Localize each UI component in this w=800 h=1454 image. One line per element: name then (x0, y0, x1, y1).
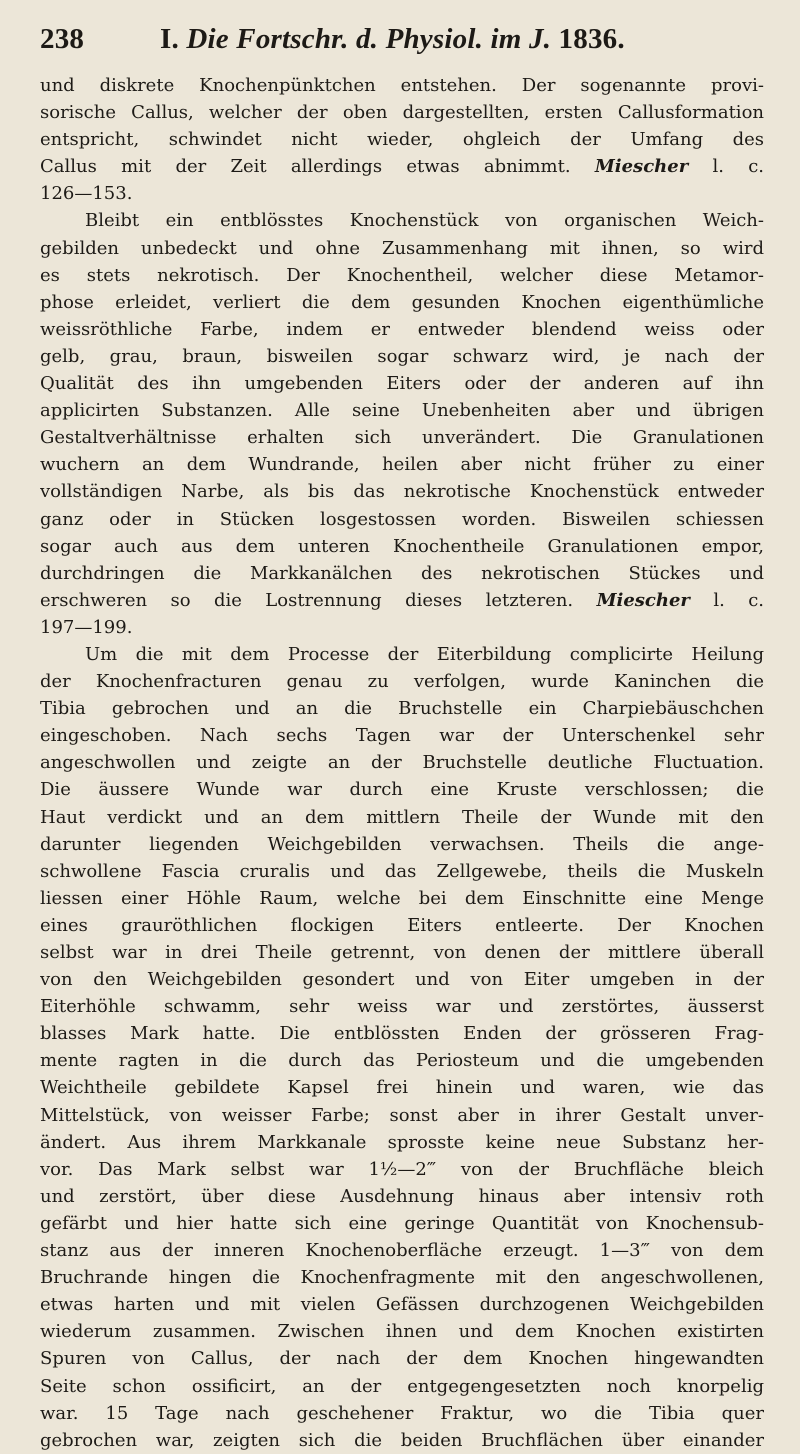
line-text: Die äussere Wunde war durch eine Kruste verschlossen; die (40, 779, 764, 801)
text-line (40, 1345, 764, 1372)
text-line (40, 72, 764, 99)
text-line (40, 207, 764, 234)
text-line (40, 1074, 764, 1101)
line-text: gebrochen war, zeigten sich die beiden Bruchflächen über einander (40, 1429, 764, 1451)
text-line (40, 993, 764, 1020)
text-line (40, 749, 764, 776)
line-text: darunter liegenden Weichgebilden verwachsen. Theils die ange- (40, 833, 764, 855)
text-line (40, 1427, 764, 1454)
text-line (40, 126, 764, 153)
line-text: gelb, grau, braun, bisweilen sogar schwarz wird, je nach der (40, 345, 764, 367)
line-text: selbst war in drei Theile getrennt, von denen der mittlere überall (40, 942, 764, 963)
line-text: gebilden unbedeckt und ohne Zusammenhang mit ihnen, so wird (40, 237, 764, 259)
body-text (40, 72, 764, 1454)
author-citation: Miescher (596, 589, 690, 611)
line-text: blasses Mark hatte. Die entblössten Enden der grösseren Frag- (40, 1023, 764, 1045)
line-text: Eiterhöhle schwamm, sehr weiss war und zerstörtes, äusserst (40, 996, 764, 1018)
line-text: weissröthliche Farbe, indem er entweder blendend weiss oder (40, 318, 764, 340)
citation-ref: l. c. (688, 156, 764, 178)
book-page (40, 18, 764, 1454)
line-text: 126—153. (40, 183, 133, 205)
line-text: mente ragten in die durch das Periosteum und die umgebenden (40, 1050, 764, 1072)
line-text: applicirten Substanzen. Alle seine Unebenheiten aber und übrigen (40, 400, 764, 422)
text-line (40, 722, 764, 749)
line-text: Spuren von Callus, der nach der dem Knochen hingewandten (40, 1348, 764, 1370)
page-number: 238 (40, 23, 85, 55)
text-line (40, 1373, 764, 1400)
text-line (40, 695, 764, 722)
line-text: sogar auch aus dem unteren Knochentheile Granulationen empor, (40, 535, 764, 557)
text-line (40, 451, 764, 478)
line-text: Weichtheile gebildete Kapsel frei hinein und waren, wie das (40, 1077, 764, 1099)
text-line (40, 1400, 764, 1427)
text-line (40, 262, 764, 289)
chapter-prefix: I. (160, 23, 187, 55)
text-line (40, 180, 764, 207)
text-line (40, 370, 764, 397)
line-text: Bleibt ein entblösstes Knochenstück von organischen Weich- (85, 210, 764, 232)
text-line (40, 776, 764, 803)
line-text: 197—199. (40, 616, 133, 638)
running-header (40, 18, 764, 68)
line-text: Gestaltverhältnisse erhalten sich unverändert. Die Granulationen (40, 427, 764, 449)
chapter-title (160, 18, 625, 60)
line-text: erschweren so die Lostrennung dieses letzteren. (40, 589, 574, 611)
text-line (40, 614, 764, 641)
line-text: und zerstört, über diese Ausdehnung hinaus aber intensiv roth (40, 1185, 764, 1207)
line-text: vollständigen Narbe, als bis das nekrotische Knochenstück entweder (40, 481, 764, 503)
text-line (40, 1264, 764, 1291)
author-citation: Miescher (594, 156, 689, 178)
text-line (40, 560, 764, 587)
line-text: Bruchrande hingen die Knochenfragmente mit den angeschwollenen, (40, 1267, 764, 1289)
line-text: eines grauröthlichen flockigen Eiters entleerte. Der Knochen (40, 914, 764, 936)
line-text: phose erleidet, verliert die dem gesunden Knochen eigenthümliche (40, 291, 764, 313)
text-line (40, 533, 764, 560)
text-line (40, 912, 764, 939)
chapter-title-italic: Die Fortschr. d. Physiol. im J. (186, 23, 552, 55)
line-text: war. 15 Tage nach geschehener Fraktur, wo die Tibia quer (40, 1402, 764, 1424)
line-text: der Knochenfracturen genau zu verfolgen, wurde Kaninchen die (40, 671, 764, 693)
line-text: durchdringen die Markkanälchen des nekrotischen Stückes und (40, 562, 764, 584)
chapter-year: 1836. (551, 23, 625, 55)
text-line (40, 858, 764, 885)
line-text: Qualität des ihn umgebenden Eiters oder der anderen auf ihn (40, 373, 764, 395)
line-text: ändert. Aus ihrem Markkanale sprosste keine neue Substanz her- (40, 1131, 764, 1153)
line-text: stanz aus der inneren Knochenoberfläche erzeugt. 1—3‴ von dem (40, 1240, 764, 1262)
text-line (40, 1156, 764, 1183)
text-line (40, 1318, 764, 1345)
line-text: eingeschoben. Nach sechs Tagen war der Unterschenkel sehr (40, 725, 764, 747)
line-text: Callus mit der Zeit allerdings etwas abnimmt. (40, 156, 571, 178)
text-line (40, 668, 764, 695)
text-line (40, 587, 764, 614)
line-text: gefärbt und hier hatte sich eine geringe Quantität von Knochensub- (40, 1212, 764, 1234)
line-text: von den Weichgebilden gesondert und von Eiter umgeben in der (40, 969, 764, 991)
line-text: sorische Callus, welcher der oben dargestellten, ersten Callusformation (40, 102, 764, 124)
text-line (40, 424, 764, 451)
text-line (40, 343, 764, 370)
text-line (40, 804, 764, 831)
text-line (40, 1210, 764, 1237)
line-text: wiederum zusammen. Zwischen ihnen und dem Knochen existirten (40, 1321, 764, 1343)
line-text: Haut verdickt und an dem mittlern Theile der Wunde mit den (40, 806, 764, 828)
text-line (40, 506, 764, 533)
line-text: wuchern an dem Wundrande, heilen aber nicht früher zu einer (40, 454, 764, 476)
text-line (40, 1129, 764, 1156)
line-text: angeschwollen und zeigte an der Bruchstelle deutliche Fluctuation. (40, 752, 764, 774)
line-text: entspricht, schwindet nicht wieder, ohgleich der Umfang des (40, 129, 764, 151)
text-line (40, 966, 764, 993)
line-text: liessen einer Höhle Raum, welche bei dem Einschnitte eine Menge (40, 887, 764, 909)
text-line (40, 397, 764, 424)
text-line (40, 1291, 764, 1318)
text-line (40, 316, 764, 343)
text-line (40, 153, 764, 180)
text-line (40, 1237, 764, 1264)
line-text: Um die mit dem Processe der Eiterbildung complicirte Heilung (85, 643, 764, 665)
text-line (40, 478, 764, 505)
line-text: etwas harten und mit vielen Gefässen durchzogenen Weichgebilden (40, 1294, 764, 1316)
text-line (40, 1183, 764, 1210)
line-text: es stets nekrotisch. Der Knochentheil, welcher diese Metamor- (40, 264, 764, 286)
citation-ref: l. c. (689, 589, 764, 611)
line-text: Mittelstück, von weisser Farbe; sonst aber in ihrer Gestalt unver- (40, 1104, 764, 1126)
text-line (40, 235, 764, 262)
text-line (40, 1102, 764, 1129)
text-line (40, 1047, 764, 1074)
text-line (40, 1020, 764, 1047)
line-text: ganz oder in Stücken losgestossen worden. Bisweilen schiessen (40, 508, 764, 530)
text-line (40, 641, 764, 668)
line-text: vor. Das Mark selbst war 1½—2‴ von der Bruchfläche bleich (40, 1158, 764, 1180)
text-line (40, 939, 764, 966)
text-line (40, 99, 764, 126)
text-line (40, 885, 764, 912)
text-line (40, 289, 764, 316)
text-line (40, 831, 764, 858)
line-text: Seite schon ossificirt, an der entgegengesetzten noch knorpelig (40, 1375, 764, 1397)
line-text: schwollene Fascia cruralis und das Zellgewebe, theils die Muskeln (40, 860, 764, 882)
line-text: und diskrete Knochenpünktchen entstehen. Der sogenannte provi- (40, 75, 764, 96)
line-text: Tibia gebrochen und an die Bruchstelle ein Charpiebäuschchen (40, 698, 764, 720)
